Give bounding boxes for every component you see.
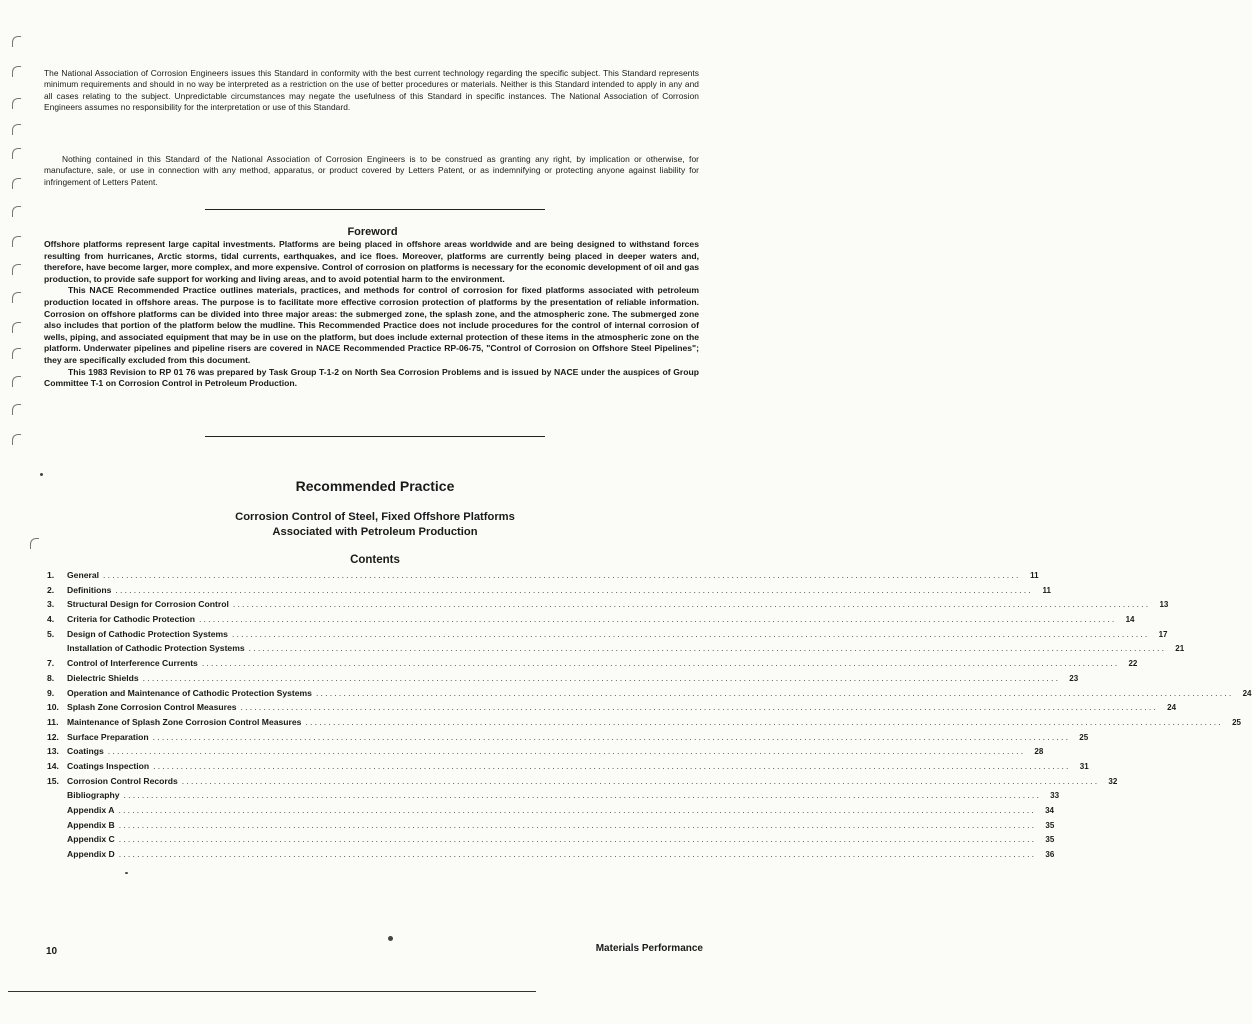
scan-speck (388, 936, 393, 941)
toc-entry (47, 702, 1177, 717)
toc-entry-title: Definitions (67, 584, 112, 595)
toc-entry-title: Bibliography (67, 790, 120, 801)
toc-dot-leader: ........................................................................................................................................................................................................ (107, 746, 1026, 757)
toc-entry (47, 570, 1039, 585)
toc-dot-leader: ........................................................................................................................................................................................................ (115, 584, 1033, 595)
foreword-paragraph-2: This NACE Recommended Practice outlines materials, practices, and methods for control of corrosion for fixed platforms associated with petroleum production located in offshore areas. The purpose is to facilitate more effective corrosion protection of platforms by the presentation of reliable information. Corrosion on offshore platforms can be divided into three major areas: the submerged zone, the splash zone, and the atmospheric zone. The submerged zone also includes that portion of the platform below the mudline. This Recommended Practice does not include procedures for the control of internal corrosion of wells, piping, and associated equipment that may be in use on the platform, but does include external protection of these items in the atmospheric zone on the platform. Underwater pipelines and pipeline risers are covered in NACE Recommended Practice RP-06-75, "Control of Corrosion on Offshore Steel Pipelines"; they are specifically excluded from this document. (44, 285, 699, 365)
toc-entry-page: 21 (1175, 644, 1185, 654)
toc-entry (47, 805, 1054, 820)
disclaimer-paragraph-1: The National Association of Corrosion Engineers issues this Standard in conformity with the best current technology regarding the specific subject. This Standard represents minimum requirements and should in no way be interpreted as a restriction on the use of better procedures or materials. Neither is this Standard intended to apply in any and all cases relating to the subject. Unpredictable circumstances may negate the usefulness of this Standard in specific instances. The National Association of Corrosion Engineers assumes no responsibility for the interpretation or use of this Standard. (44, 68, 699, 112)
toc-dot-leader: ........................................................................................................................................................................................................ (118, 805, 1036, 815)
toc-entry-number: 10. (47, 702, 59, 713)
toc-dot-leader: ........................................................................................................................................................................................................ (240, 702, 1159, 713)
toc-entry-number: 5. (47, 628, 55, 639)
toc-entry (47, 584, 1051, 600)
toc-entry (47, 834, 1055, 849)
table-of-contents (47, 570, 1252, 864)
toc-dot-leader: ........................................................................................................................................................................................................ (123, 790, 1042, 801)
toc-entry-page: 14 (1125, 615, 1135, 625)
toc-entry-page: 24 (1167, 703, 1177, 713)
toc-dot-leader: ........................................................................................................................................................................................................ (152, 731, 1071, 742)
toc-entry-page: 31 (1079, 761, 1089, 771)
toc-dot-leader: ........................................................................................................................................................................................................ (142, 672, 1061, 683)
toc-entry-page: 28 (1034, 747, 1044, 757)
toc-entry-page: 22 (1128, 659, 1138, 669)
toc-entry (47, 658, 1138, 673)
footer-rule (8, 991, 536, 992)
toc-entry-title: Installation of Cathodic Protection Systems (67, 643, 245, 654)
toc-entry-number: 3. (47, 599, 55, 610)
toc-entry-page: 23 (1069, 673, 1079, 683)
disclaimer-paragraph-2: Nothing contained in this Standard of the National Association of Corrosion Engineers is to be construed as granting any right, by implication or otherwise, for manufacture, sale, or use in connection with any method, apparatus, or product covered by Letters Patent, or as indemnifying or protecting anyone against liability for infringement of Letters Patent. (44, 154, 699, 187)
publication-name: Materials Performance (595, 943, 703, 954)
toc-entry (47, 819, 1055, 835)
toc-entry-number: 9. (47, 687, 55, 698)
toc-entry-page: 11 (1030, 571, 1039, 580)
toc-dot-leader: ........................................................................................................................................................................................................ (315, 687, 1234, 698)
toc-entry-page: 13 (1159, 600, 1169, 610)
toc-entry-number: 12. (47, 731, 59, 742)
divider-rule (205, 209, 545, 210)
toc-entry (47, 746, 1044, 761)
toc-entry-title: Dielectric Shields (67, 672, 139, 683)
toc-entry-page: 11 (1042, 585, 1051, 595)
toc-entry-number: 2. (47, 584, 55, 595)
toc-entry (47, 760, 1089, 776)
toc-entry-page: 17 (1158, 629, 1168, 639)
toc-entry-number: 11. (47, 716, 59, 727)
toc-entry-title: Operation and Maintenance of Cathodic Protection Systems (67, 687, 312, 698)
toc-entry (47, 687, 1252, 703)
toc-entry-page: 32 (1108, 776, 1118, 786)
toc-entry-title: Surface Preparation (67, 731, 149, 742)
toc-entry-title: Appendix D (67, 849, 115, 860)
toc-entry-title: Splash Zone Corrosion Control Measures (67, 702, 237, 713)
document-subtitle (0, 510, 750, 539)
toc-entry-number: 13. (47, 746, 59, 757)
toc-entry (47, 849, 1055, 864)
foreword-paragraph-1: Offshore platforms represent large capital investments. Platforms are being placed in offshore areas worldwide and are being designed to withstand forces resulting from hurricanes, Arctic storms, tidal currents, earthquakes, and ice floes. Moreover, platforms are currently being placed in deeper waters and, therefore, have become larger, more complex, and more expensive. Control of corrosion on platforms is necessary for the economic development of oil and gas production, to provide safe support for working and living areas, and to avoid potential harm to the environment. (44, 239, 699, 284)
toc-entry-number: 14. (47, 760, 59, 771)
foreword-heading: Foreword (347, 226, 398, 238)
toc-dot-leader: ........................................................................................................................................................................................................ (248, 643, 1167, 654)
contents-heading: Contents (350, 554, 400, 566)
toc-entry-number: 15. (47, 775, 59, 786)
scan-speck (125, 872, 128, 874)
toc-entry (47, 643, 1185, 658)
subtitle-line-1: Corrosion Control of Steel, Fixed Offshore Platforms (235, 511, 515, 523)
toc-dot-leader: ........................................................................................................................................................................................................ (201, 658, 1120, 669)
subtitle-line-2: Associated with Petroleum Production (272, 525, 478, 538)
toc-entry (47, 599, 1169, 614)
foreword-body (44, 239, 699, 390)
toc-dot-leader: ........................................................................................................................................................................................................ (118, 834, 1037, 845)
scan-speck (40, 473, 43, 476)
toc-entry-page: 33 (1050, 791, 1060, 801)
toc-dot-leader: ........................................................................................................................................................................................................ (231, 628, 1150, 639)
toc-dot-leader: ........................................................................................................................................................................................................ (305, 716, 1223, 727)
toc-entry (47, 775, 1118, 791)
toc-entry-title: Structural Design for Corrosion Control (67, 599, 229, 610)
toc-entry-title: Coatings Inspection (67, 760, 150, 771)
toc-entry (47, 716, 1241, 732)
toc-entry-title: Appendix A (67, 805, 115, 815)
toc-entry-number: 8. (47, 672, 55, 683)
divider-rule (205, 436, 545, 437)
toc-entry-title: Coatings (67, 746, 104, 757)
toc-entry (47, 672, 1079, 688)
toc-entry-title: General (67, 570, 100, 580)
toc-dot-leader: ........................................................................................................................................................................................................ (232, 599, 1151, 610)
toc-entry-title: Maintenance of Splash Zone Corrosion Control Measures (67, 716, 302, 727)
toc-entry-number: 1. (47, 570, 55, 580)
toc-entry-title: Criteria for Cathodic Protection (67, 614, 195, 625)
foreword-paragraph-3: This 1983 Revision to RP 01 76 was prepared by Task Group T-1-2 on North Sea Corrosion Problems and is issued by NACE under the auspices of Group Committee T-1 on Corrosion Control in Petroleum Production. (44, 366, 699, 389)
toc-entry-page: 25 (1079, 732, 1089, 742)
toc-entry-page: 34 (1045, 806, 1054, 815)
toc-entry (47, 731, 1089, 747)
toc-entry-title: Appendix C (67, 834, 115, 845)
toc-entry-page: 25 (1232, 717, 1241, 727)
toc-entry-page: 36 (1045, 850, 1055, 860)
toc-dot-leader: ........................................................................................................................................................................................................ (103, 570, 1021, 580)
toc-dot-leader: ........................................................................................................................................................................................................ (181, 775, 1100, 786)
toc-dot-leader: ........................................................................................................................................................................................................ (118, 819, 1037, 830)
recommended-practice-heading: Recommended Practice (295, 478, 455, 494)
toc-entry-number: 7. (47, 658, 55, 669)
toc-dot-leader: ........................................................................................................................................................................................................ (198, 614, 1117, 625)
toc-entry-title: Control of Interference Currents (67, 658, 198, 669)
page-number: 10 (46, 946, 58, 957)
toc-entry-page: 35 (1045, 835, 1055, 845)
toc-entry-title: Corrosion Control Records (67, 775, 178, 786)
toc-entry-page: 24 (1242, 688, 1252, 698)
toc-dot-leader: ........................................................................................................................................................................................................ (153, 760, 1071, 771)
toc-entry (47, 790, 1060, 805)
toc-dot-leader: ........................................................................................................................................................................................................ (118, 849, 1037, 860)
toc-entry-page: 35 (1045, 820, 1055, 830)
toc-entry (47, 628, 1168, 644)
toc-entry-title: Design of Cathodic Protection Systems (67, 628, 228, 639)
toc-entry (47, 614, 1135, 629)
toc-entry-title: Appendix B (67, 819, 115, 830)
toc-entry-number: 4. (47, 614, 55, 625)
